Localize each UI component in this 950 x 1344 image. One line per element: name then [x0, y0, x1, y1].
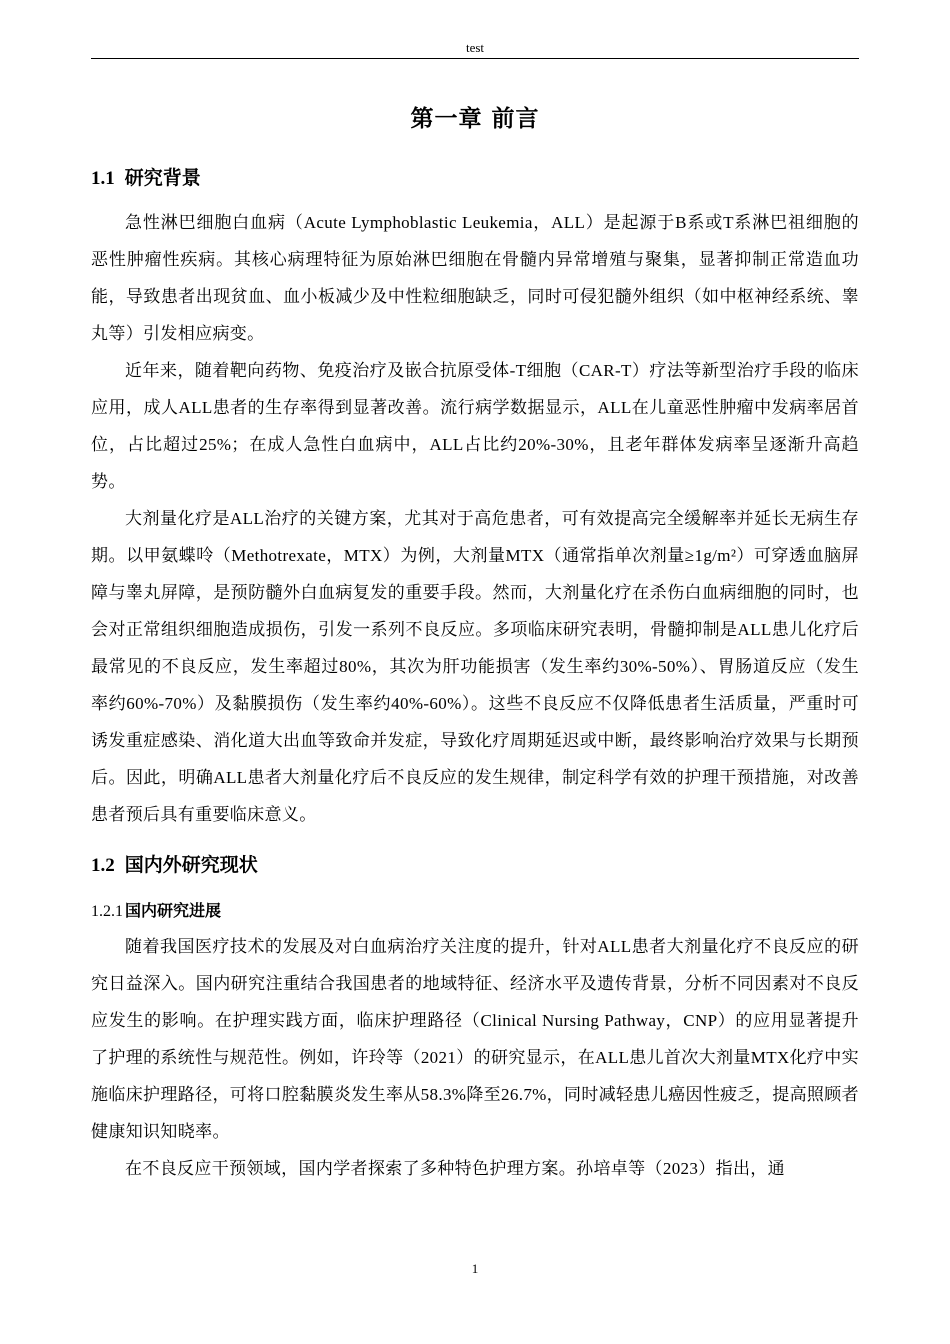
chapter-title: 第一章 前言: [410, 106, 540, 132]
paragraph: 随着我国医疗技术的发展及对白血病治疗关注度的提升，针对ALL患者大剂量化疗不良反应的研究日益深入。国内研究注重结合我国患者的地域特征、经济水平及遗传背景，分析不同因素对不良反应发生的影响。在护理实践方面，临床护理路径（Clinical Nursing Pathway，CNP）的应用显著提升了护理的系统性与规范性。例如，许玲等（2021）的研究显示，在ALL患儿首次大剂量MTX化疗中实施临床护理路径，可将口腔黏膜炎发生率从58.3%降至26.7%，同时减轻患儿癌因性疲乏，提高照顾者健康知识知晓率。: [91, 937, 859, 1141]
subsection-body-1-2-1: [91, 928, 859, 1187]
subsection-title-text: 国内研究进展: [125, 901, 222, 920]
running-header: test: [465, 40, 485, 55]
section-title-text: 国内外研究现状: [124, 854, 258, 876]
section-number: 1.1: [91, 168, 115, 189]
section-body-1-1: [91, 204, 859, 833]
page-content: [91, 96, 859, 1187]
subsection-number: 1.2.1: [91, 903, 123, 920]
subsection-heading-1-2-1: [91, 900, 859, 923]
paragraph: 近年来，随着靶向药物、免疫治疗及嵌合抗原受体-T细胞（CAR-T）疗法等新型治疗手段的临床应用，成人ALL患者的生存率得到显著改善。流行病学数据显示，ALL在儿童恶性肿瘤中发病率居首位，占比超过25%；在成人急性白血病中，ALL占比约20%-30%，且老年群体发病率呈逐渐升高趋势。: [91, 361, 859, 491]
page-number: 1: [471, 1261, 479, 1276]
section-heading-1-2: [91, 853, 859, 878]
section-heading-1-1: [91, 166, 859, 191]
paragraph: 大剂量化疗是ALL治疗的关键方案，尤其对于高危患者，可有效提高完全缓解率并延长无病生存期。以甲氨蝶呤（Methotrexate，MTX）为例，大剂量MTX（通常指单次剂量≥1g/m²）可穿透血脑屏障与睾丸屏障，是预防髓外白血病复发的重要手段。然而，大剂量化疗在杀伤白血病细胞的同时，也会对正常组织细胞造成损伤，引发一系列不良反应。多项临床研究表明，骨髓抑制是ALL患儿化疗后最常见的不良反应，发生率超过80%，其次为肝功能损害（发生率约30%-50%）、胃肠道反应（发生率约60%-70%）及黏膜损伤（发生率约40%-60%）。这些不良反应不仅降低患者生活质量，严重时可诱发重症感染、消化道大出血等致命并发症，导致化疗周期延迟或中断，最终影响治疗效果与长期预后。因此，明确ALL患者大剂量化疗后不良反应的发生规律，制定科学有效的护理干预措施，对改善患者预后具有重要临床意义。: [91, 509, 859, 824]
paragraph: 急性淋巴细胞白血病（Acute Lymphoblastic Leukemia，ALL）是起源于B系或T系淋巴祖细胞的恶性肿瘤性疾病。其核心病理特征为原始淋巴细胞在骨髓内异常增殖与聚集，显著抑制正常造血功能，导致患者出现贫血、血小板减少及中性粒细胞缺乏，同时可侵犯髓外组织（如中枢神经系统、睾丸等）引发相应病变。: [91, 213, 859, 343]
paragraph: 在不良反应干预领域，国内学者探索了多种特色护理方案。孙培卓等（2023）指出，通: [125, 1159, 785, 1178]
section-number: 1.2: [91, 855, 115, 876]
header-rule: [91, 58, 859, 59]
section-title-text: 研究背景: [124, 167, 201, 189]
